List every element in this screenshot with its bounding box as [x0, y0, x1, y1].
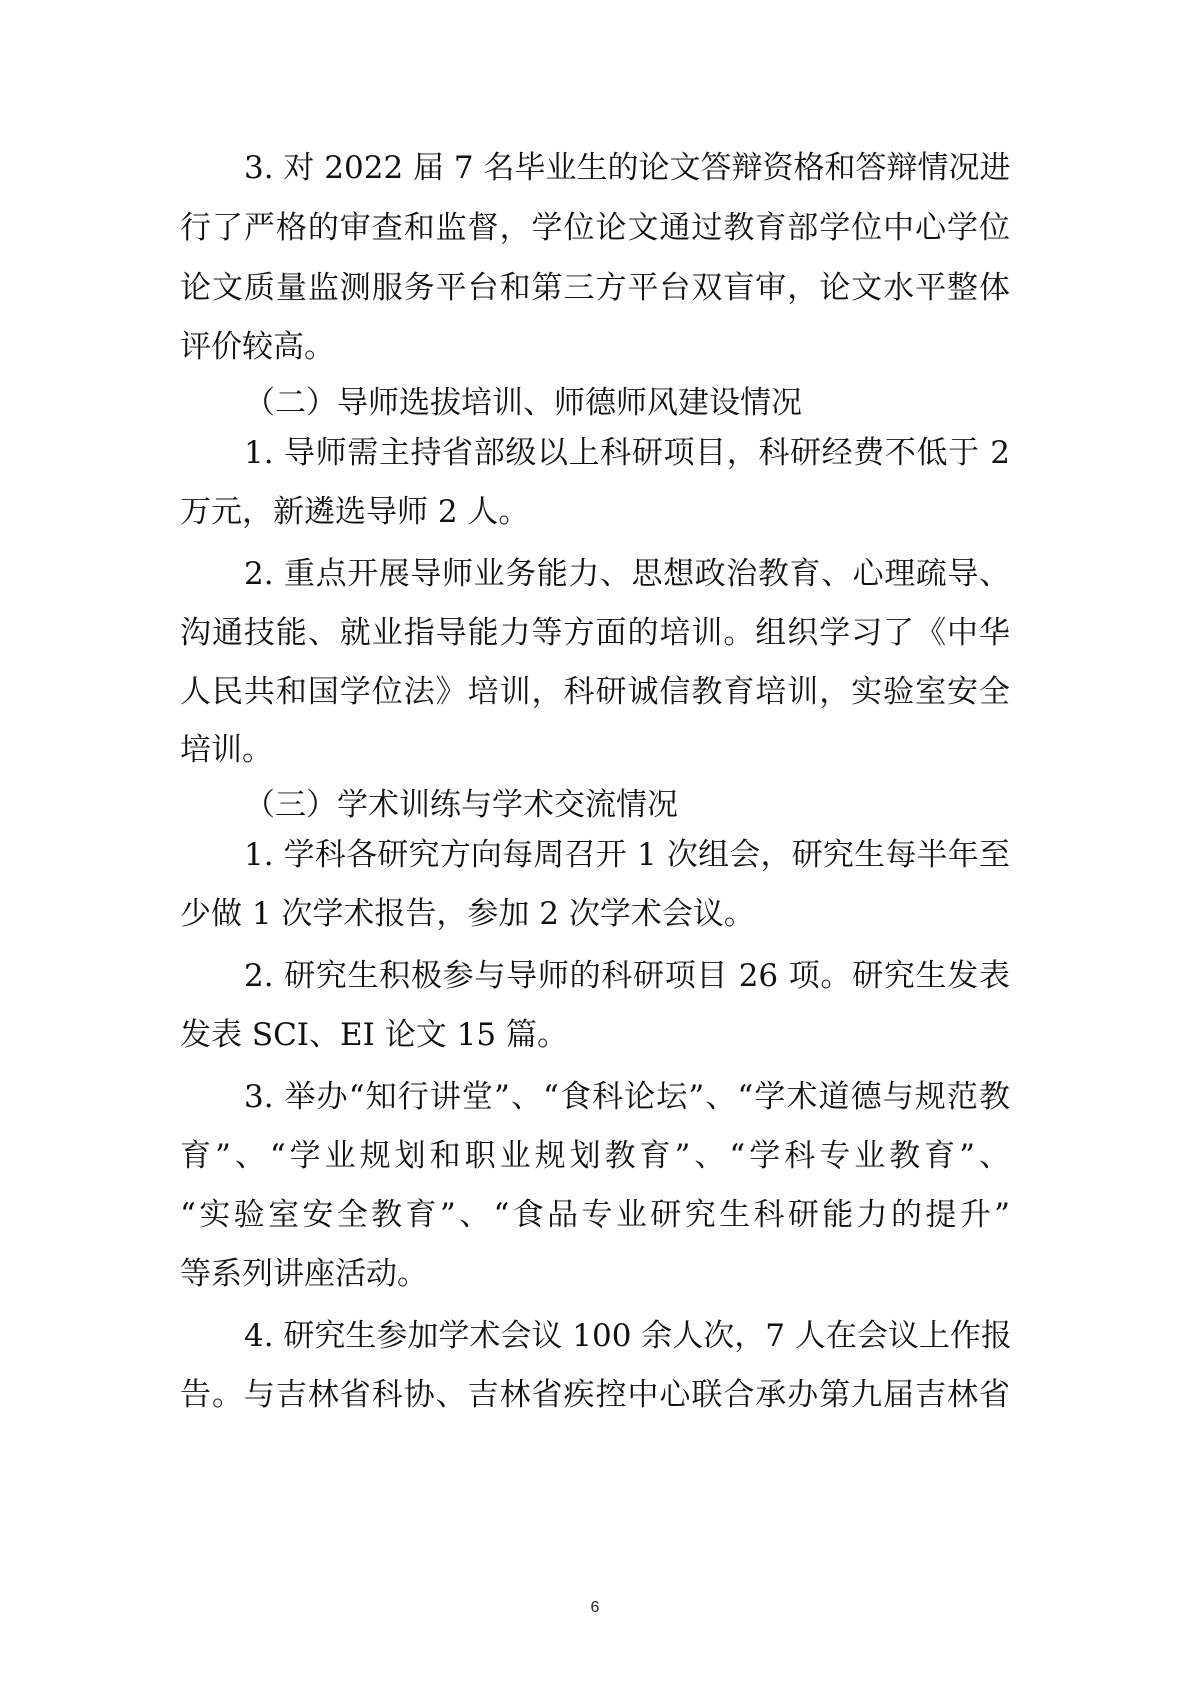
- paragraph-2-1-line-2: 万元，新遴选导师 2 人。: [180, 494, 530, 530]
- page-number: 6: [590, 1599, 600, 1616]
- paragraph-2-1-line-1: 1. 导师需主持省部级以上科研项目，科研经费不低于 2: [244, 435, 1010, 471]
- paragraph-2-2-line-3: 人民共和国学位法》培训，科研诚信教育培训，实验室安全: [180, 674, 1010, 710]
- section-heading-3: （三）学术训练与学术交流情况: [244, 787, 678, 823]
- paragraph-3-line-1: 3. 对 2022 届 7 名毕业生的论文答辩资格和答辩情况进: [244, 150, 1011, 186]
- paragraph-3-line-4: 评价较高。: [180, 329, 335, 365]
- paragraph-3-1-line-2: 少做 1 次学术报告，参加 2 次学术会议。: [180, 896, 755, 932]
- paragraph-3-line-2: 行了严格的审查和监督，学位论文通过教育部学位中心学位: [180, 210, 1010, 246]
- paragraph-3-3-line-4: 等系列讲座活动。: [180, 1256, 428, 1292]
- paragraph-3-3-line-1: 3. 举办“知行讲堂”、“食科论坛”、“学术道德与规范教: [244, 1079, 1010, 1115]
- paragraph-3-3-line-2: 育”、“学业规划和职业规划教育”、“学科专业教育”、: [180, 1138, 1010, 1174]
- paragraph-3-1-line-1: 1. 学科各研究方向每周召开 1 次组会，研究生每半年至: [244, 837, 1010, 873]
- paragraph-3-line-3: 论文质量监测服务平台和第三方平台双盲审，论文水平整体: [180, 270, 1010, 306]
- paragraph-2-2-line-4: 培训。: [180, 732, 273, 768]
- paragraph-2-2-line-1: 2. 重点开展导师业务能力、思想政治教育、心理疏导、: [244, 556, 1010, 592]
- section-heading-2: （二）导师选拔培训、师德师风建设情况: [244, 385, 802, 421]
- paragraph-3-2-line-1: 2. 研究生积极参与导师的科研项目 26 项。研究生发表: [244, 958, 1010, 994]
- paragraph-2-2-line-2: 沟通技能、就业指导能力等方面的培训。组织学习了《中华: [180, 615, 1010, 651]
- paragraph-3-2-line-2: 发表 SCI、EI 论文 15 篇。: [180, 1017, 568, 1053]
- paragraph-3-4-line-2: 告。与吉林省科协、吉林省疾控中心联合承办第九届吉林省: [180, 1377, 1010, 1413]
- paragraph-3-4-line-1: 4. 研究生参加学术会议 100 余人次，7 人在会议上作报: [244, 1318, 1012, 1354]
- paragraph-3-3-line-3: “实验室安全教育”、“食品专业研究生科研能力的提升”: [180, 1197, 1010, 1233]
